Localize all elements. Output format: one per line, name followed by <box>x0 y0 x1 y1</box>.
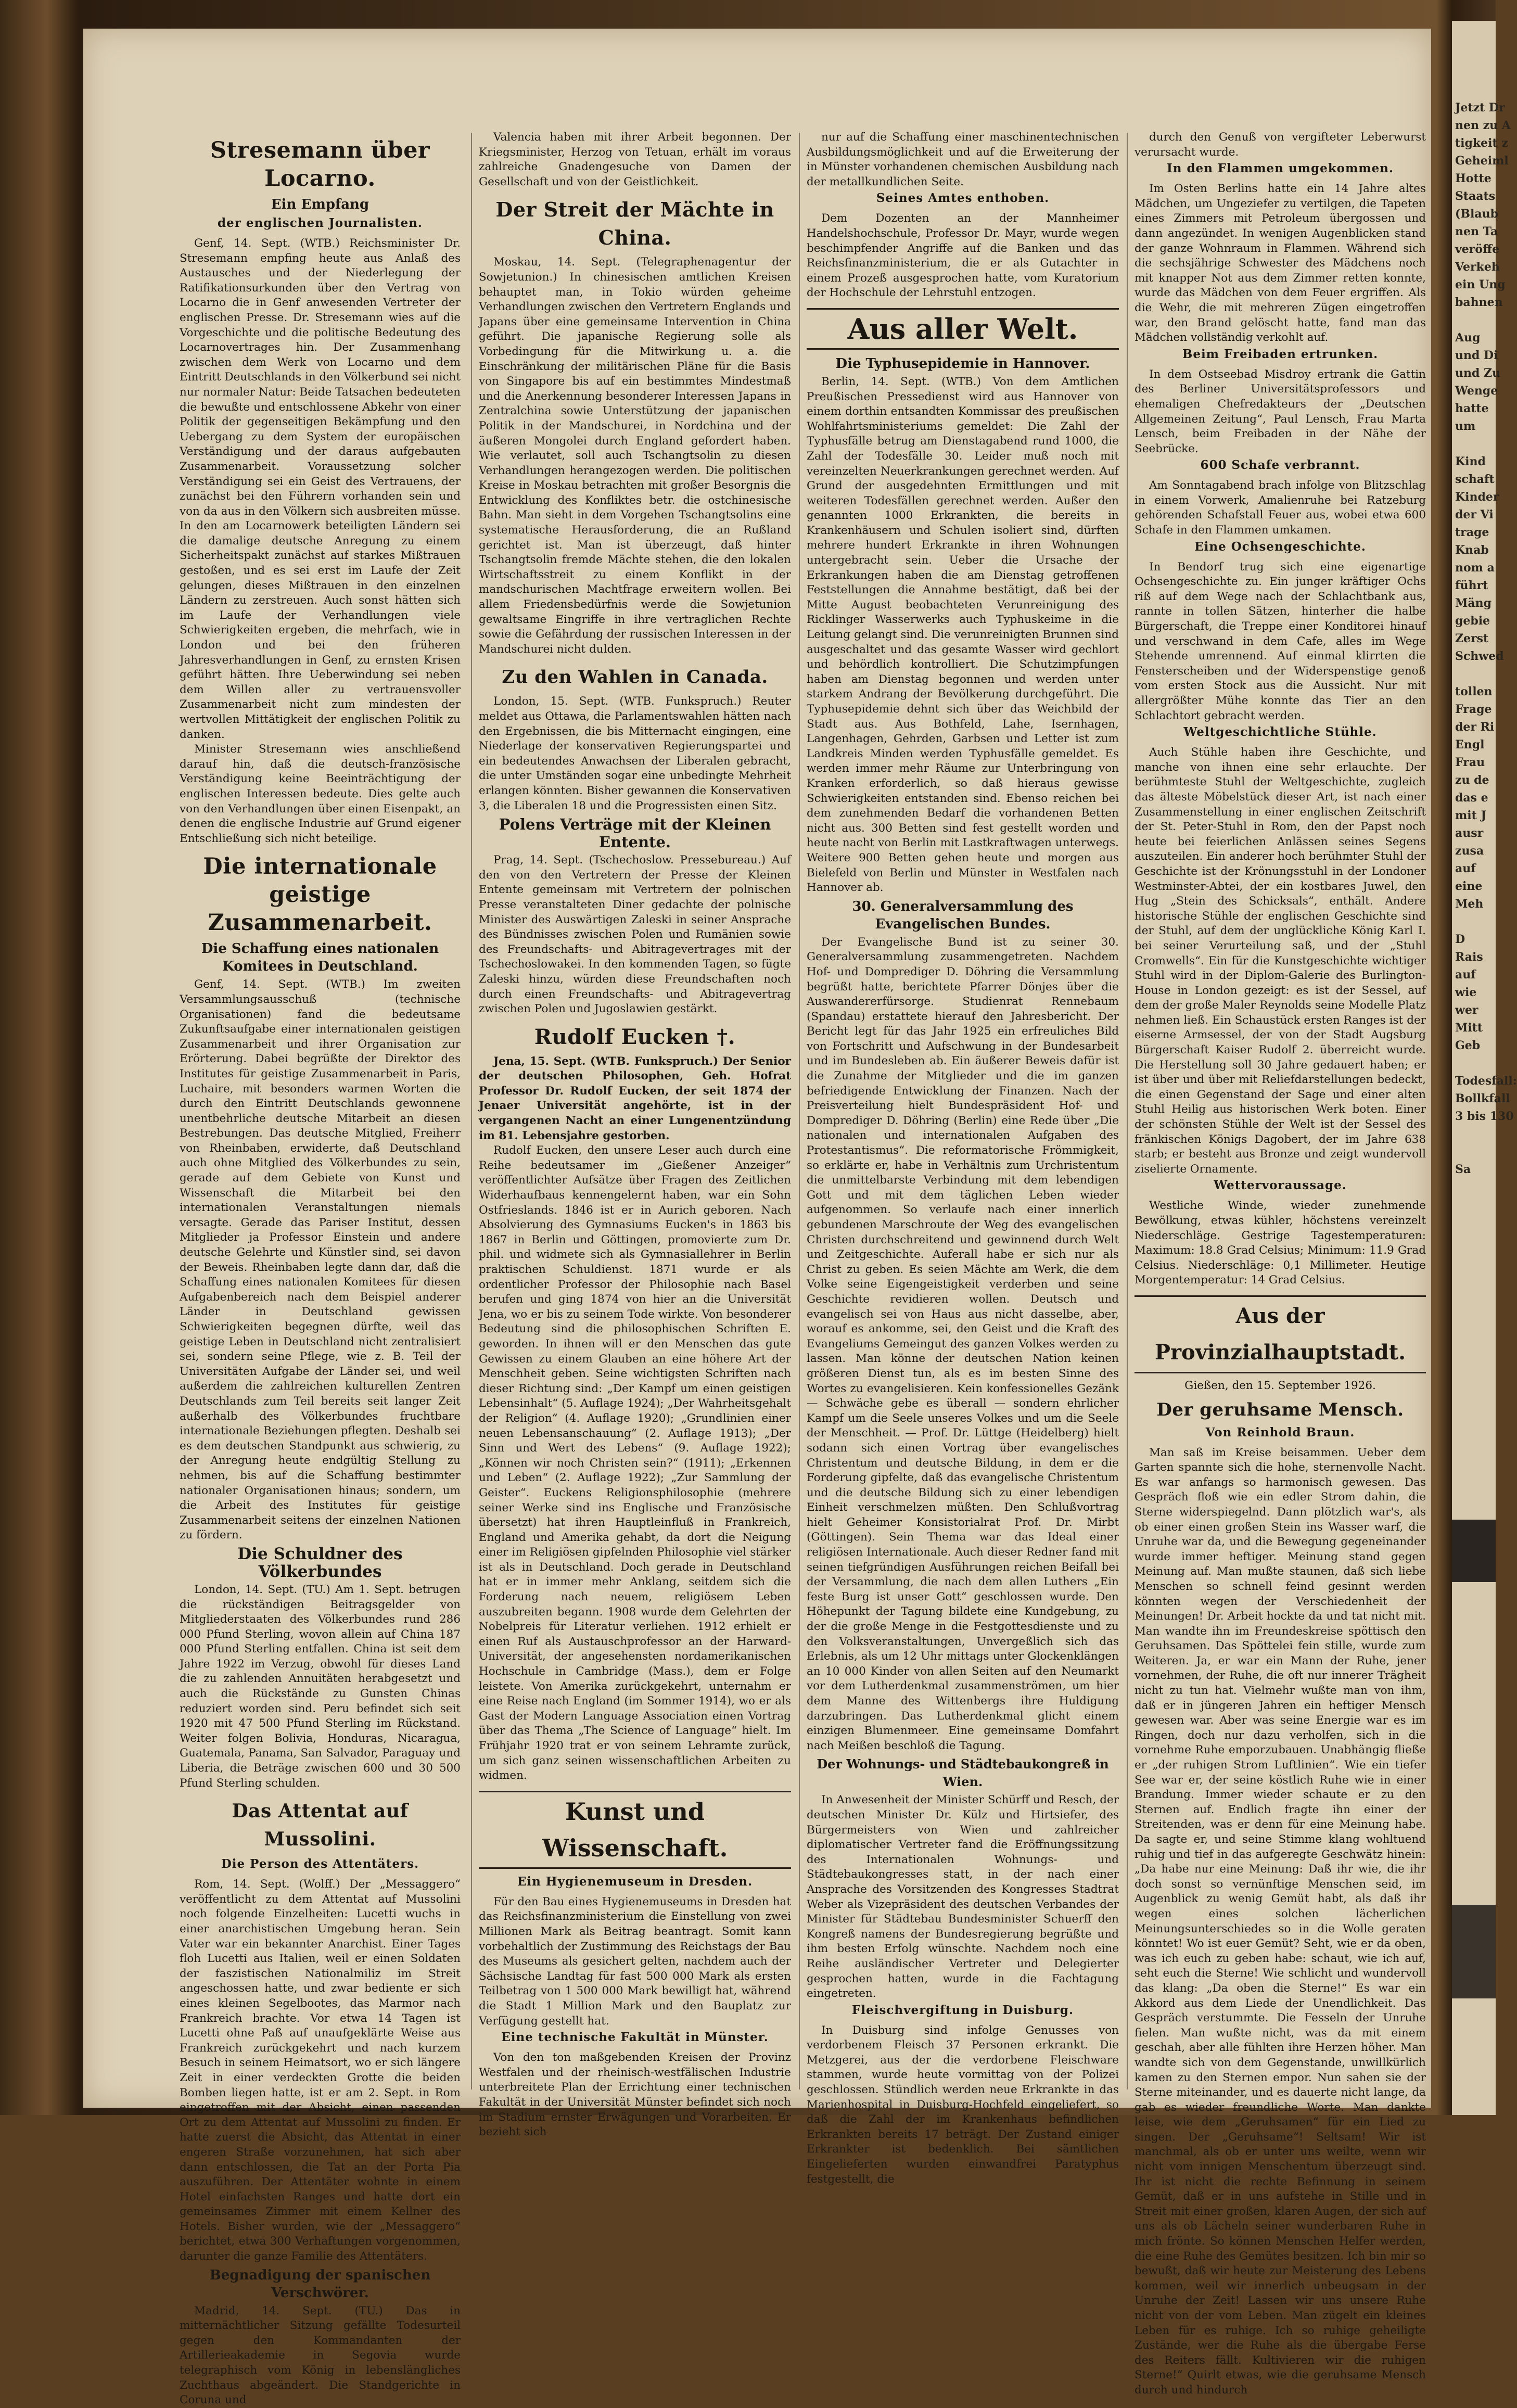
article-subheadline: Seines Amtes enthoben. <box>876 191 1050 206</box>
article-text: London, 15. Sept. (WTB. Funkspruch.) Reuter meldet aus Ottawa, die Parlamentswahlen hätten nach den Ergebnissen, die bis Mitternacht eingingen, eine Niederlage der konservativen Regierungspartei und ein bedeutendes Anwachsen der Liberalen gebracht, die unter Umständen sogar eine unbedingte Mehrheit erlangen könnten. Bisher gewannen die Konservativen 3, die Liberalen 18 und die Progressisten einen Sitz. <box>479 695 791 812</box>
article-text: Jena, 15. Sept. (WTB. Funkspruch.) Der Senior der deutschen Philosophen, Geh. Hofrat Professor Dr. Rudolf Eucken, der seit 1874 der Jenaer Universität angehörte, ist in der vergangenen Nacht an einer Lungenentzündung im 81. Lebensjahre gestorben. <box>479 1054 791 1142</box>
adjacent-page-line: wer <box>1455 1003 1478 1017</box>
article-headline: Polens Verträge mit der Kleinen Entente. <box>499 816 771 851</box>
adjacent-page-line <box>1455 1054 1517 1072</box>
article-headline: Der Streit der Mächte in China. <box>495 198 774 250</box>
adjacent-page-line: Schwed <box>1455 649 1504 663</box>
adjacent-page-text <box>1455 99 1517 1178</box>
column-3 <box>807 130 1119 2186</box>
adjacent-page-line: (Blaub <box>1455 207 1498 221</box>
article-headline: Zu den Wahlen in Canada. <box>502 667 768 688</box>
adjacent-page-line <box>1455 1125 1517 1143</box>
adjacent-page-line: Frau <box>1455 756 1485 769</box>
advert-block <box>1452 1905 1496 1998</box>
article-headline: Die internationale geistige Zusammenarbeit. <box>203 853 437 936</box>
adjacent-page-line: auf <box>1455 968 1476 982</box>
adjacent-page-line: das e <box>1455 791 1488 805</box>
article-text: Man saß im Kreise beisammen. Ueber dem Garten spannte sich die hohe, sternenvolle Nacht. Es war anfangs so harmonisch gewesen. Das Gespräch floß wie ein edler Strom dahin, die Sterne widerspiegelnd. Dann plötzlich war's, als ob einer einen großen Stein ins Wasser warf, die Unruhe war da, und die Bewegung gegeneinander wurde immer heftiger. Meinung stand gegen Meinung auf. Man mußte staunen, daß sich liebe Menschen so schnell feind gesinnt werden könnten wegen der Verschiedenheit der Meinungen! Dr. Arbeit hockte da und tat nicht mit. Man wandte ihn im Freundeskreise spöttisch den Geruhsamen. Das Spöttelei fein stille, wurde zum Weiteren. Ja, er war ein Mann der Ruhe, jener vornehmen, der Ruhe, die oft nur innerer Trägheit nicht zu tun hat. Vielmehr wußte man von ihm, daß er in jüngeren Jahren ein heftiger Mensch gewesen war. Aber was seine Energie war es im Ringen, doch nur dazu verholfen, sich in die vornehme Ruhe emporzubauen. Unabhängig fließe er „der ruhigen Strom Luftlinien“. Wie ein tiefer See war er, der seine köstlich Ruhe wie in einer Brandung. Immer wieder schaute er zu den Sternen auf. Endlich fragte ihn einer der Streitenden, was er denn für eine Meinung habe. Da sagte er, und seine Stimme klang wohltuend ruhig und tief in das aufgeregte Geschwätz hinein: „Da habe nur eine Meinung: Daß ihr wie, die ihr doch sonst so vernünftige Menschen seid, im Augenblick zu wenig Gemüt habt, als daß ihr wegen eines solchen lächerlichen Meinungsunterschiedes so in die Wolle geraten könntet! Wo ist euer Gemüt? Seht, wie er da oben, was ich euch zu geben habe: schaut, wie ich auf, seht euch die Sterne! Wie schlicht und wundervoll das klang: „Da oben die Sterne!“ Es war ein Akkord aus dem Liede der Unendlichkeit. Das Gespräch verstummte. Die Fesseln der Unruhe fielen. Man wußte nicht, was da mit einem geschah, aber alle fühlten ihre Herzen höher. Man wandte sich von dem Gegenstande, unwillkürlich kamen zu den Sternen empor. Nun sahen sie der Sterne miteinander, und es dauerte nicht lange, da gab es wieder freundliche Worte. Man dankte leise, wie dem „Geruhsamen“ für ein Lied zu singen. Der „Geruhsame“! Seltsam! Wir ist manchmal, als ob er unter uns weilte, wenn wir nicht vom innigen Menschentum überzeugt sind. Ihr ist nicht die rechte Befinnung in seinem Gemüt, daß er in uns aufstehe in Stille und in Streit mit einer großen, klaren Augen, der sich auf uns als ob Lächeln seiner wunderbaren Ruhe in mich frönte. So können Menschen Helfer werden, die eine Ruhe des Gemütes besitzen. Ich bin mir so bewußt, daß wir heute zur Meisterung des Lebens kommen, weil wir innerlich unbeugsam in der Unruhe der Zeit! Lassen wir uns unsere Ruhe nicht von der vom Leben. Man zügelt ein kleines Leben für es ruhige. Ich so ruhige geheiligte Zustände, wer die Ruhe als die übergabe Ferse des Reiters fällt. Kultivieren wir die ruhigen Sterne!“ Quirlt etwas, wie die geruhsame Mensch durch und hindurch <box>1134 1446 1426 2397</box>
adjacent-page-line: zu de <box>1455 773 1489 787</box>
article-headline: Rudolf Eucken †. <box>534 1024 736 1049</box>
article-subheadline: Die Schaffung eines nationalen Komitees in Deutschland. <box>201 941 439 975</box>
article-text: Prag, 14. Sept. (Tschechoslow. Pressebureau.) Auf den von den Vertretern der Presse der Kleinen Entente gemeinsam mit Vertretern der polnischen Presse veranstalteten Diner gedachte der polnische Minister des Auswärtigen Zaleski in seiner Ansprache des Bündnisses zwischen Polen und Rumänien sowie des Freundschafts- und Abitragevertrages mit der Tschechoslowakei. In den kommenden Tagen, so fügte Zaleski hinzu, würden diese Freundschaften noch durch einen Freundschafts- und Abitragevertrag zwischen Polen und Jugoslawien gestärkt. <box>479 853 791 1016</box>
article-subheadline: Fleischvergiftung in Duisburg. <box>852 2003 1074 2017</box>
article-text: Westliche Winde, wieder zunehmende Bewölkung, etwas kühler, höchstens vereinzelt Niederschläge. Gestrige Tagestemperaturen: Maximum: 18.8 Grad Celsius; Minimum: 11.9 Grad Celsius. Niederschläge: 0,1 Millimeter. Heutige Morgentemperatur: 14 Grad Celsius. <box>1134 1199 1426 1287</box>
column-4 <box>1134 130 1426 2397</box>
section-header: Aus aller Welt. <box>807 308 1119 350</box>
adjacent-page-line: Geheiml <box>1455 154 1509 168</box>
article-headline: Begnadigung der spanischen Verschwörer. <box>209 2267 431 2301</box>
adjacent-page-line: zusa <box>1455 844 1484 858</box>
section-header: Kunst und Wissenschaft. <box>479 1791 791 1869</box>
adjacent-page-line: hatte <box>1455 402 1489 415</box>
adjacent-page-line: Geb <box>1455 1039 1481 1052</box>
adjacent-page-line: bahnen <box>1455 296 1503 309</box>
adjacent-page-line: mit J <box>1455 809 1486 822</box>
adjacent-page-line: Frage <box>1455 703 1492 716</box>
adjacent-page-line: der Ri <box>1455 720 1495 734</box>
adjacent-page-line: Wenge <box>1455 384 1498 398</box>
adjacent-page-line: nom a <box>1455 561 1495 575</box>
article-subheadline: 600 Schafe verbrannt. <box>1200 458 1360 473</box>
adjacent-page-line: D <box>1455 933 1465 946</box>
adjacent-page-line: Rais <box>1455 950 1483 964</box>
adjacent-page-line <box>1455 913 1517 931</box>
article-subheadline: Die Person des Attentäters. <box>221 1857 419 1871</box>
dateline: Gießen, den 15. September 1926. <box>1184 1379 1376 1392</box>
article-text: durch den Genuß von vergifteter Leberwurst verursacht wurde. <box>1134 131 1426 159</box>
article-headline: Stresemann über Locarno. <box>210 137 430 192</box>
article-byline: Von Reinhold Braun. <box>1205 1425 1355 1439</box>
adjacent-page-line: führt <box>1455 579 1488 592</box>
article-subheadline: Eine technische Fakultät in Münster. <box>501 2030 769 2045</box>
adjacent-page-line: und Zu <box>1455 366 1501 380</box>
adjacent-page-line: Aug <box>1455 331 1481 345</box>
article-subheadline: Ein Empfang <box>271 197 369 212</box>
adjacent-page-line: gebie <box>1455 614 1490 628</box>
adjacent-page-line: Jetzt Dr <box>1455 101 1505 114</box>
adjacent-page-line: Engl <box>1455 738 1485 751</box>
article-text: Rom, 14. Sept. (Wolff.) Der „Messaggero“ veröffentlicht zu dem Attentat auf Mussolini noch folgende Einzelheiten: Lucetti wuchs in einer anarchistischen Umgebung heran. Sein Vater war ein bekannter Anarchist. Einer Tages floh Lucetti aus Italien, weil er einen Soldaten der faszistischen Nationalmiliz im Streit angeschossen hatte, und zwar bediente er sich eines kleinen Segelbootes, das Marmor nach Frankreich brachte. Vor etwa 14 Tagen ist Lucetti ohne Paß auf unaufgeklärte Weise aus Frankreich zurückgekehrt und nach kurzem Besuch in seinem Heimatsort, wo er sich längere Zeit in einer verdeckten Grotte die beiden Bomben liegen hatte, ist er am 2. Sept. in Rom eingetroffen mit der Absicht, einen passenden Ort zu dem Attentat auf Mussolini zu finden. Er hatte zuerst die Absicht, das Attentat in einer engeren Straße vorzunehmen, hat sich aber dann entschlossen, die Tat an der Porta Pia auszuführen. Der Attentäter wohnte in einem Hotel einfachsten Ranges und hatte dort ein gemeinsames Zimmer mit einem Kellner des Hotels. Bisher wurden, wie der „Messaggero“ berichtet, etwa 300 Verhaftungen vorgenommen, darunter die ganze Familie des Attentäters. <box>180 1878 461 2263</box>
adjacent-page-line: Mitt <box>1455 1021 1483 1035</box>
article-subheadline: Weltgeschichtliche Stühle. <box>1183 725 1377 740</box>
newspaper-page <box>83 29 1431 2407</box>
article-text: Dem Dozenten an der Mannheimer Handelshochschule, Professor Dr. Mayr, wurde wegen beschimpfender Angriffe auf die Banken und das Reichsfinanzministerium, die er als Gutachter in einem Prozeß ausgesprochen hatte, vom Kuratorium der Hochschule der Lehrstuhl entzogen. <box>807 212 1119 300</box>
adjacent-page-line: Kind <box>1455 455 1486 468</box>
article-text: Genf, 14. Sept. (WTB.) Reichsminister Dr. Stresemann empfing heute aus Anlaß des Austausches und der Niederlegung der Ratifikationsurkunden über den Vertrag von Locarno die in Genf anwesenden Vertreter der englischen Presse. Dr. Stresemann wies auf die Vorgeschichte und die politische Bedeutung des Locarnovertrages hin. Der Zusammenhang zwischen dem Werk von Locarno und dem Eintritt Deutschlands in den Völkerbund sei nicht nur normaler Natur: Beide Tatsachen bedeuteten die bewußte und entschlossene Abkehr von einer Politik der gegenseitigen Bekämpfung und den Uebergang zu dem System der europäischen Verständigung und der daraus aufgebauten Zusammenarbeit. Voraussetzung solcher Verständigung sei ein Geist des Vertrauens, der zunächst bei den Führern vorhanden sein und von da aus in den Völkern sich ausbreiten müsse. In den am Locarnowerk beteiligten Ländern sei die damalige deutsche Anregung zu einem Sicherheitspakt zunächst auf starkes Mißtrauen gestoßen, und es sei erst im Laufe der Zeit gelungen, dieses Mißtrauen in den einzelnen Ländern zu zerstreuen. Auch sonst hätten sich im Laufe der Verhandlungen viele Schwierigkeiten ergeben, die mehrfach, wie in London und bei den früheren Jahresverhandlungen in Genf, zu ernsten Krisen geführt hätten. Ihre Ueberwindung sei neben dem Willen aller zu vertrauensvoller Zusammenarbeit nicht zum mindesten der wertvollen Mittätigkeit der englischen Politik zu danken. <box>180 237 461 741</box>
adjacent-page-line: Sa <box>1455 1163 1471 1176</box>
article-text: nur auf die Schaffung einer maschinentechnischen Ausbildungsmöglichkeit und auf die Erweiterung der in Münster vorhandenen chemischen Ausbildung nach der metallkundlichen Seite. <box>807 131 1119 188</box>
column-rule <box>471 133 472 2090</box>
adjacent-page-line: trage <box>1455 526 1489 539</box>
article-text: Moskau, 14. Sept. (Telegraphenagentur der Sowjetunion.) In chinesischen amtlichen Kreisen behauptet man, in Tokio würden geheime Verhandlungen zwischen den Vertretern Englands und Japans über eine gemeinsame Intervention in China geführt. Die japanische Regierung solle als Vorbedingung für die Mitwirkung u. a. die Einschränkung der militärischen Pläne für die Basis von Singapore bis auf ein bestimmtes Mindestmaß und die Anerkennung besonderer Interessen Japans in Zentralchina sowie Unterstützung der japanischen Politik in der Mandschurei, in Nordchina und der äußeren Mongolei durch England gefordert haben. Wie verlautet, soll auch Tschangtsolin zu diesen Verhandlungen herangezogen werden. Die politischen Kreise in Moskau betrachten mit großer Besorgnis die Entwicklung des Konfliktes betr. die ostchinesische Bahn. Man sieht in dem Vorgehen Tschangtsolins eine systematische Herausforderung, die an Rußland gerichtet ist. Man ist überzeugt, daß hinter Tschangtsolin fremde Mächte stehen, die den lokalen Wirtschaftsstreit zu einem Konflikt in der mandschurischen Machtfrage erweitern wollen. Bei allem Friedensbedürfnis werde die Sowjetunion gewaltsame Eingriffe in ihre vertraglichen Rechte sowie die Gefährdung der russischen Interessen in der Mandschurei nicht dulden. <box>479 256 791 656</box>
adjacent-page-line: Mäng <box>1455 596 1491 610</box>
article-headline: Der Wohnungs- und Städtebaukongreß in Wien. <box>817 1756 1109 1790</box>
article-text: Im Osten Berlins hatte ein 14 Jahre altes Mädchen, um Ungeziefer zu vertilgen, die Tapeten eines Zimmers mit Petroleum übergossen und dann angezündet. In wenigen Augenblicken stand der ganze Wohnraum in Flammen. Während sich die sechsjährige Schwester des Mädchens noch mit knapper Not aus dem Zimmer retten konnte, wurde das Mädchen von dem Feuer ergriffen. Als die Wehr, die mit mehreren Zügen eingetroffen war, den Brand gelöscht hatte, fand man das Mädchen vollständig verkohlt auf. <box>1134 182 1426 345</box>
article-text: Minister Stresemann wies anschließend darauf hin, daß die deutsch-französische Verständigung keine Beeinträchtigung der englischen Interessen bedeute. Dies gelte auch von den Verhandlungen über einen Eisenpakt, an denen die englische Industrie auf Grund eigener Entschließung sich nicht beteilige. <box>180 743 461 845</box>
adjacent-page-line <box>1455 311 1517 329</box>
adjacent-page-line: Todesfall: <box>1455 1074 1517 1088</box>
adjacent-page-line: wie <box>1455 986 1477 999</box>
adjacent-page-edge <box>1452 21 1517 2115</box>
column-1 <box>180 130 461 2407</box>
article-headline: Die Typhusepidemie in Hannover. <box>835 355 1090 372</box>
article-text: London, 14. Sept. (TU.) Am 1. Sept. betrugen die rückständigen Beitragsgelder von Mitgliederstaaten des Völkerbundes rund 286 000 Pfund Sterling, wovon allein auf China 187 000 Pfund Sterling entfallen. China ist seit dem Jahre 1922 im Verzug, obwohl für dieses Land die zu zahlenden Annuitäten herabgesetzt und auch die Rückstände zu Gunsten Chinas reduziert worden sind. Peru befindet sich seit 1920 mit 47 500 Pfund Sterling im Rückstand. Weiter folgen Bolivia, Honduras, Nicaragua, Guatemala, Panama, San Salvador, Paraguay und Liberia, die Beträge zwischen 600 und 30 500 Pfund Sterling schulden. <box>180 1583 461 1790</box>
adjacent-page-line: Kinder <box>1455 490 1499 504</box>
article-text: Valencia haben mit ihrer Arbeit begonnen. Der Kriegsminister, Herzog von Tetuan, erhält im voraus zahlreiche Gnadengesuche von Damen der Gesellschaft und von der Geistlichkeit. <box>479 131 791 188</box>
adjacent-page-line: Verkeh <box>1455 260 1500 274</box>
adjacent-page-line <box>1455 1143 1517 1161</box>
article-headline: Die Schuldner des Völkerbundes <box>237 1544 403 1581</box>
adjacent-page-line: tollen <box>1455 685 1493 698</box>
adjacent-page-line: Knab <box>1455 543 1489 557</box>
article-text: In Bendorf trug sich eine eigenartige Ochsengeschichte zu. Ein junger kräftiger Ochs riß auf dem Wege nach der Schlachtbank aus, rannte in tollen Sätzen, hinterher die halbe Bürgerschaft, die Treppe einer Konditorei hinauf und verschwand in dem Cafe, alles im Wege Stehende umrennend. Auf einmal klirrten die Fensterscheiben und der Widerspenstige genoß vom ersten Stock aus die Aussicht. Nur mit allergrößter Mühe konnte das Tier an den Schlachtort gebracht werden. <box>1134 560 1426 722</box>
adjacent-page-line: veröffe <box>1455 243 1500 256</box>
adjacent-page-line: ein Ung <box>1455 278 1506 291</box>
article-headline: Der geruhsame Mensch. <box>1156 1399 1404 1420</box>
adjacent-page-line <box>1455 665 1517 683</box>
adjacent-page-line: 3 bis 130 <box>1455 1110 1514 1123</box>
article-subheadline: Eine Ochsengeschichte. <box>1194 539 1366 554</box>
article-text: Von den ton maßgebenden Kreisen der Provinz Westfalen und der rheinisch-westfälischen Industrie unterbreitete Plan der Errichtung einer technischen Fakultät in der Universität Münster befindet sich noch im Stadium ernster Erwägungen und Vorarbeiten. Er bezieht sich <box>479 2051 791 2139</box>
adjacent-page-line: ausr <box>1455 826 1484 840</box>
adjacent-page-line: um <box>1455 419 1476 433</box>
adjacent-page-line: Staats <box>1455 189 1496 203</box>
article-subheadline: Wettervoraussage. <box>1214 1178 1347 1193</box>
adjacent-page-line: auf <box>1455 862 1476 875</box>
article-text: Der Evangelische Bund ist zu seiner 30. Generalversammlung zusammengetreten. Nachdem Hof- und Domprediger D. Döhring die Versammlung begrüßt hatte, berichtete Pfarrer Dönjes über die Auswandererfürsorge. Studienrat Rennebaum (Spandau) erstattete hierauf den Jahresbericht. Der Bericht legt für das Jahr 1925 ein erfreuliches Bild von Fortschritt und Aufschwung in der Bundesarbeit und im Bundesleben ab. Ein äußerer Beweis dafür ist die Zunahme der Mitglieder und die im ganzen befriedigende Entwicklung der Finanzen. Nach der Preisverteilung hielt Bundespräsident Hof- und Domprediger D. Döhring (Berlin) eine Rede über „Die nationalen und internationalen Aufgaben des Protestantismus“. Die reformatorische Frömmigkeit, so erklärte er, habe in Verhältnis zum Urchristentum die unmittelbarste Verbindung mit dem lebendigen Gott und mit dem täglichen Leben wieder aufgenommen. So verlaufe nach einer innerlich gebundenen Marschroute der Weg des evangelischen Christen durchschreitend und gewinnend durch Welt und Zeitgeschichte. Auferall habe er sich nur als Christ zu geben. Es seien Mächte am Werk, die dem Volke seine Eigengeistigkeit verderben und seine Geschichte revidieren wollen. Deutsch und evangelisch sei von Haus aus nicht dasselbe, aber, worauf es ankomme, sei, den Geist und die Kraft des Evangeliums Gemeingut des ganzen Volkes werden zu lassen. Man könne der deutschen Nation keinen größeren Dienst tun, als es im besten Sinne des Wortes zu evangelisieren. Kein konfessionelles Gezänk — Schwäche gebe es überall — sondern ehrlicher Kampf um die Seele unseres Volkes und um die Seele der Menschheit. — Prof. Dr. Lüttge (Heidelberg) hielt sodann sich einen Vortrag über evangelisches Christentum und deutsche Bildung, in dem er die Forderung gipfelte, daß das evangelische Christentum und die deutsche Bildung sich zu einer lebendigen Einheit verschmelzen müßten. Den Schlußvortrag hielt Geheimer Konsistorialrat Prof. Dr. Mirbt (Göttingen). Sein Thema war das Ideal einer religiösen Internationale. Auch dieser Redner fand mit seinen tiefgründigen Ausführungen reichen Beifall bei der Versammlung, die nach dem allen Luthers „Ein feste Burg ist unser Gott“ geschlossen wurde. Den Höhepunkt der Tagung bildete eine Kundgebung, zu der die große Menge in die Festgottesdienste und zu den Volksveranstaltungen, Unvergeßlich sich das Erlebnis, als um 12 Uhr mittags unter Glockenklängen an 10 000 Kinder von allen Seiten auf den Neumarkt vor dem Lutherdenkmal zusammenströmen, um hier dem Manne des Wittenbergs ihre Huldigung darzubringen. Das Lutherdenkmal glicht einem einzigen Blumenmeer. Eine gemeinsame Domfahrt nach Meißen beschloß die Tagung. <box>807 935 1119 1752</box>
article-subheadline: Ein Hygienemuseum in Dresden. <box>517 1874 753 1889</box>
article-text: Für den Bau eines Hygienemuseums in Dresden hat das Reichsfinanzministerium die Einstellung von zwei Millionen Mark als Beitrag beantragt. Somit kann vorbehaltlich der Zustimmung des Reichstags der Bau des Museums als gesichert gelten, nachdem auch der Sächsische Landtag für fast 500 000 Mark als ersten Teilbetrag von 1 500 000 Mark bewilligt hat, während die Stadt 1 Million Mark und den Bauplatz zur Verfügung gestellt hat. <box>479 1895 791 2028</box>
article-text: Berlin, 14. Sept. (WTB.) Von dem Amtlichen Preußischen Pressedienst wird aus Hannover von einem dorthin entsandten Kommissar des preußischen Wohlfahrtsministeriums gemeldet: Die Zahl der Typhusfälle betrug am Dienstagabend rund 1000, die Zahl der Todesfälle 30. Leider muß noch mit vereinzelten Neuerkrankungen gerechnet werden. Auf Grund der ausgedehnten Ermittlungen und mit weiteren Todesfällen gerechnet werden. Außer den genannten 1000 Erkrankten, die bereits in Krankenhäusern und Schulen isoliert sind, dürften mehrere hundert Erkrankte in ihren Wohnungen untergebracht sein. Ueber die Ursache der Erkrankungen haben die am Dienstag getroffenen Feststellungen die Annahme bestätigt, daß bei der Mitte August beobachteten Verunreinigung des Ricklinger Wasserwerks auch Typhuskeime in die Leitung gelangt sind. Die verunreinigten Brunnen sind ausgeschaltet und das gesamte Wasser wird gechlort und behördlich kontrolliert. Die Schutzimpfungen haben am Dienstag begonnen und werden unter starkem Andrang der Bevölkerung durchgeführt. Die Typhusepidemie dehnt sich über das Weichbild der Stadt aus. Aus Bothfeld, Lahe, Isernhagen, Langenhagen, Gehrden, Garbsen und Letter ist zum Landkreis Minden werden Typhusfälle gemeldet. Es werden immer mehr Räume zur Unterbringung von Kranken erforderlich, so daß hieraus gewisse Schwierigkeiten entstanden sind. Ebenso reichen bei dem zunehmenden Bedarf die vorhandenen Betten nicht aus. 300 Betten sind fest gestellt worden und heute nacht von Berlin mit Lastkraftwagen unterwegs. Weitere 900 Betten gehen heute und morgen aus Bielefeld von Berlin und Münster in Westfalen nach Hannover ab. <box>807 375 1119 895</box>
column-2 <box>479 130 791 2139</box>
article-text: Madrid, 14. Sept. (TU.) Das in mitternächtlicher Sitzung gefällte Todesurteil gegen den Kommandanten der Artillerieakademie in Segovia wurde telegraphisch vom König in lebenslängliches Zuchthaus abgeändert. Die Standgerichte in Coruna und <box>180 2304 461 2407</box>
article-text: In dem Ostseebad Misdroy ertrank die Gattin des Berliner Universitätsprofessors und ehemaligen Chefredakteurs der „Deutschen Allgemeinen Zeitung“, Paul Lensch, Frau Marta Lensch, beim Freibaden in der Nähe der Seebrücke. <box>1134 367 1426 455</box>
article-text: In Duisburg sind infolge Genusses von verdorbenem Fleisch 37 Personen erkrankt. Die Metzgerei, aus der die verdorbene Fleischware stammen, wurde heute vormittag von der Polizei geschlossen. Stündlich werden neue Erkrankte in das Marienhospital in Duisburg-Hochfeld eingeliefert, so daß die Zahl der im Krankenhaus befindlichen Erkrankten bereits 17 beträgt. Der Zustand einiger Erkrankter ist bedenklich. Bei sämtlichen Eingelieferten wurden einwandfrei Paratyphus festgestellt, die <box>807 2023 1119 2186</box>
adjacent-page-line: schaft <box>1455 473 1495 486</box>
article-text: Rudolf Eucken, den unsere Leser auch durch eine Reihe bedeutsamer im „Gießener Anzeiger“ veröffentlichter Aufsätze über Fragen des Zeitlichen Widerhaufbaus kennengelernt haben, war ein Sohn Ostfrieslands. 1846 ist er in Aurich geboren. Nach Absolvierung des Gymnasiums Eucken's in 1863 bis 1867 in Berlin und Göttingen, promovierte zum Dr. phil. und widmete sich als Gymnasiallehrer in Berlin praktischen Schuldienst. 1871 wurde er als ordentlicher Professor der Philosophie nach Basel berufen und ging 1874 von hier an die Universität Jena, wo er bis zu seinem Tode wirkte. Von besonderer Bedeutung sind die philosophischen Schriften E. geworden. In ihnen will er den Menschen das gute Gewissen zu einem Glauben an eine höhere Art der Menschheit geben. Seine wichtigsten Schriften nach dieser Richtung sind: „Der Kampf um einen geistigen Lebensinhalt“ (5. Auflage 1924); „Der Wahrheitsgehalt der Religion“ (4. Auflage 1920); „Grundlinien einer neuen Lebensanschauung“ (2. Auflage 1913); „Der Sinn und Wert des Lebens“ (9. Auflage 1922); „Können wir noch Christen sein?“ (1911); „Erkennen und Leben“ (2. Auflage 1922); „Zur Sammlung der Geister“. Euckens Religionsphilosophie (mehrere seiner Werke sind ins Englische und Französische übersetzt) hat ihren Hauptleinfluß in Frankreich, England und Amerika gehabt, da dort die Neigung einer im Religiösen gipfelnden Philosophie viel stärker ist als in Deutschland. Doch gerade in Deutschland hat er in immer mehr Anklang, seitdem sich die Forderung nach neuem, religiösem Leben auszubreiten begann. 1908 wurde dem Gelehrten der Nobelpreis für Literatur verliehen. 1912 erhielt er einen Ruf als Austauschprofessor an der Harward-Universität, der angesehensten nordamerikanischen Hochschule in Cambridge (Mass.), dem er Folge leistete. Von Amerika zurückgekehrt, unternahm er eine Reise nach England (im Sommer 1914), wo er als Gast der Modern Language Association einen Vortrag über das Thema „The Science of Language“ hielt. Im Frühjahr 1920 trat er von seinem Lehramte zurück, um sich ganz seinen wissenschaftlichen Arbeiten zu widmen. <box>479 1144 791 1782</box>
article-subheadline: Beim Freibaden ertrunken. <box>1182 347 1379 361</box>
article-headline: Das Attentat auf Mussolini. <box>232 1800 409 1851</box>
adjacent-page-line: eine <box>1455 880 1483 893</box>
adjacent-page-line: nen zu A <box>1455 119 1511 132</box>
adjacent-page-line: tigkeit z <box>1455 136 1508 150</box>
adjacent-page-line: und Di <box>1455 349 1498 362</box>
adjacent-page-line: Meh <box>1455 897 1484 911</box>
column-rule <box>799 133 800 2090</box>
adjacent-page-line <box>1455 435 1517 453</box>
article-text: Auch Stühle haben ihre Geschichte, und manche von ihnen eine sehr erlauchte. Der berühmteste Stuhl der Weltgeschichte, zugleich das älteste Möbelstück dieser Art, ist nach einer Zusammenstellung in einer englischen Zeitschrift der St. Peter-Stuhl in Rom, den der Papst noch heute bei feierlichen Anlässen seines Segens auszuteilen. Ein anderer hoch berühmter Stuhl der Geschichte ist der Krönungsstuhl in der Londoner Westminster-Abtei, der ein kostbares Juwel, den Hug „Stein des Schicksals“, enthält. Andere historische Stühle der englischen Geschichte sind der Stuhl, auf dem der unglückliche König Karl I. bei seiner Verurteilung saß, und der „Stuhl Cromwells“. Ein für die Kunstgeschichte wichtiger Stuhl wird in der Diplom-Galerie des Burlington-House in London gezeigt: es ist der Sessel, auf dem der große Maler Reynolds seine Modelle Platz nehmen ließ. Ein Schaustück ersten Ranges ist der eiserne Armsessel, der von der Stadt Augsburg Bürgerschaft Kaiser Rudolf 2. überreicht wurde. Die Herstellung soll 30 Jahre gedauert haben; er ist über und über mit Reliefdarstellungen bedeckt, die einen Gegenstand der Sage und einer alten Stuhl Heilig aus historischen Werk boten. Einer der schönsten Stühle der Welt ist der Sessel des fränkischen Königs Dagobert, der im Jahre 638 starb; er besteht aus Bronze und zeigt wundervoll ziselierte Ornamente. <box>1134 746 1426 1176</box>
article-text: Genf, 14. Sept. (WTB.) Im zweiten Versammlungsausschuß (technische Organisationen) fand die bedeutsame Zukunftsaufgabe einer internationalen geistigen Zusammenarbeit und ihrer Organisation zur Erörterung. Dabei begrüßte der Direktor des Institutes für geistige Zusammenarbeit in Paris, Luchaire, mit besonders warmen Worten die durch den Eintritt Deutschlands gewonnene unentbehrliche deutsche Mitarbeit an diesen Bestrebungen. Das deutsche Mitglied, Freiherr von Rheinbaben, erwiderte, daß Deutschland auch ohne Mitglied des Völkerbundes zu sein, gerade auf dem Gebiete von Kunst und Wissenschaft die Mitarbeit bei den internationalen Veranstaltungen niemals versagte. Gerade das Pariser Institut, dessen Mitglieder ja Professor Einstein und andere deutsche Gelehrte und Künstler sind, sei davon der Beweis. Rheinbaben legte dann dar, daß die Schaffung eines nationalen Komitees für diesen Aufgabenbereich nach dem Beispiel anderer Länder in Deutschland gewissen Schwierigkeiten begegnen dürfte, weil das geistige Leben in Deutschland nicht zentralisiert sei, sondern seine Pflege, wie z. B. Teil der Universitäten Aufgabe der Länder sei, und weil außerdem die zahlreichen kulturellen Zentren Deutschlands zum Teil bereits seit langer Zeit außerhalb des Völkerbundes fruchtbare internationale Beziehungen pflegten. Deshalb sei es dem deutschen Standpunkt aus schwierig, zu der Anregung heute endgültig Stellung zu nehmen, bis auf die Schaffung bestimmter nationaler Organisationen hinaus; sondern, um die Arbeit des Institutes für geistige Zusammenarbeit seitens der einzelnen Nationen zu fördern. <box>180 978 461 1542</box>
article-text: Am Sonntagabend brach infolge von Blitzschlag in einem Vorwerk, Amalienruhe bei Ratzeburg gehörenden Schafstall Feuer aus, wobei etwa 600 Schafe in den Flammen umkamen. <box>1134 479 1426 537</box>
section-header: Aus der Provinzialhauptstadt. <box>1134 1295 1426 1373</box>
article-text: In Anwesenheit der Minister Schürff und Resch, der deutschen Minister Dr. Külz und Hirtsiefer, des Bürgermeisters von Wien und zahlreicher diplomatischer Vertreter fand die Eröffnungssitzung des Internationalen Wohnungs- und Städtebaukongresses statt, in der nach einer Ansprache des Vorsitzenden des Kongresses Stadtrat Weber als Vizepräsident des deutschen Verbandes der Minister für Städtebau Bundesminister Schuerff den Kongreß namens der Bundesregierung begrüßte und ihm besten Erfolg wünschte. Nachdem noch eine Reihe ausländischer Vertreter und Delegierter gesprochen hatten, wurde in die Fachtagung eingetreten. <box>807 1793 1119 2001</box>
adjacent-page-line: Bollkfall <box>1455 1092 1510 1105</box>
adjacent-page-line: Hotte <box>1455 172 1491 185</box>
adjacent-page-line: Zerst <box>1455 632 1489 645</box>
adjacent-page-line: der Vi <box>1455 508 1494 521</box>
adjacent-page-line: nen Ta <box>1455 225 1498 238</box>
article-headline: 30. Generalversammlung des Evangelischen Bundes. <box>852 898 1074 932</box>
advert-block <box>1452 1520 1496 1582</box>
article-subheadline: der englischen Journalisten. <box>218 216 423 230</box>
article-subheadline: In den Flammen umgekommen. <box>1166 161 1394 176</box>
column-rule <box>1127 133 1128 2090</box>
